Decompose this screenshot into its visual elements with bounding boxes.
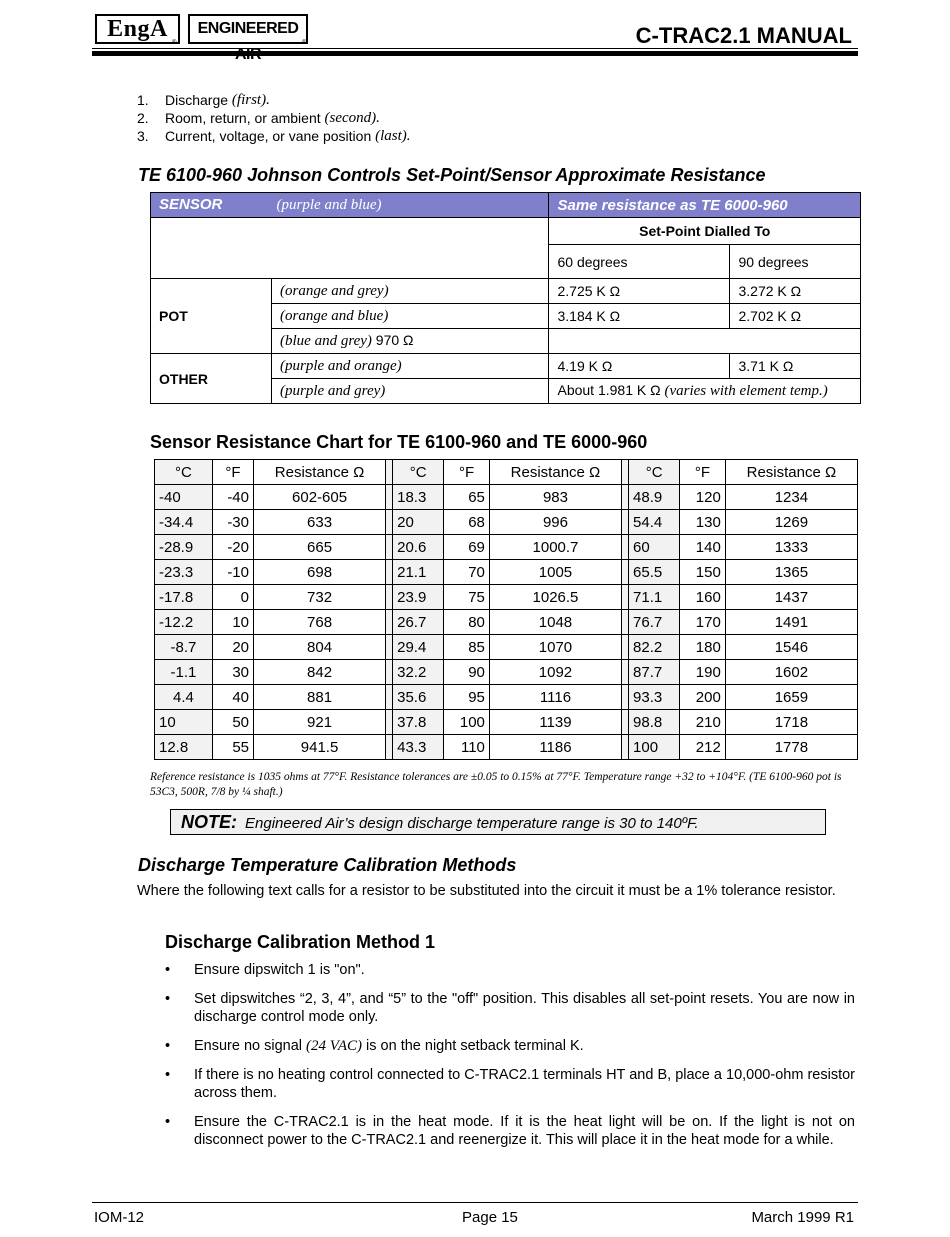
celsius-cell: 37.8 xyxy=(393,710,444,735)
resistance-cell: 1139 xyxy=(489,710,621,735)
resistance-cell: 1116 xyxy=(489,685,621,710)
list-item xyxy=(165,1037,855,1055)
footer-divider xyxy=(92,1202,858,1203)
fahrenheit-cell: 160 xyxy=(680,585,726,610)
list-number: 2. xyxy=(137,110,149,126)
table-row xyxy=(155,585,858,610)
resistance-value: About 1.981 K Ω xyxy=(557,382,665,398)
list-text: Ensure dipswitch 1 is "on". xyxy=(194,962,365,978)
column-header: °C xyxy=(393,460,444,485)
same-resistance-header: Same resistance as TE 6000-960 xyxy=(549,193,861,218)
resistance-cell: 1186 xyxy=(489,735,621,760)
resistance-cell: 941.5 xyxy=(254,735,386,760)
wire-colors: (orange and blue) xyxy=(272,304,549,329)
list-number: 1. xyxy=(137,92,149,108)
resistance-cell: 804 xyxy=(254,635,386,660)
chart-title: Sensor Resistance Chart for TE 6100-960 and TE 6000-960 xyxy=(150,432,648,452)
fahrenheit-cell: 68 xyxy=(444,510,490,535)
fahrenheit-cell: 10 xyxy=(212,610,253,635)
list-item xyxy=(165,1113,855,1149)
celsius-cell: 87.7 xyxy=(629,660,680,685)
resistance-cell: 732 xyxy=(254,585,386,610)
column-gap xyxy=(386,485,393,510)
celsius-cell: 54.4 xyxy=(629,510,680,535)
column-gap xyxy=(386,585,393,610)
celsius-cell: 48.9 xyxy=(629,485,680,510)
celsius-cell: 60 xyxy=(629,535,680,560)
list-note: (last). xyxy=(375,128,411,144)
bullet: • xyxy=(165,991,171,1007)
list-item xyxy=(165,1066,855,1102)
wire-colors-value xyxy=(272,329,549,354)
table-row xyxy=(155,510,858,535)
celsius-cell: 100 xyxy=(629,735,680,760)
celsius-cell: -17.8 xyxy=(155,585,213,610)
enga-logo: EngA xyxy=(95,14,180,44)
fahrenheit-cell: 0 xyxy=(212,585,253,610)
fahrenheit-cell: 120 xyxy=(680,485,726,510)
resistance-cell: 921 xyxy=(254,710,386,735)
fahrenheit-cell: -30 xyxy=(212,510,253,535)
bullet: • xyxy=(165,1067,171,1083)
celsius-cell: 93.3 xyxy=(629,685,680,710)
celsius-cell: 29.4 xyxy=(393,635,444,660)
fahrenheit-cell: 20 xyxy=(212,635,253,660)
resistance-cell: 1000.7 xyxy=(489,535,621,560)
section-title: TE 6100-960 Johnson Controls Set-Point/Sensor Approximate Resistance xyxy=(138,165,766,185)
list-number: 3. xyxy=(137,128,149,144)
resistance-cell: 842 xyxy=(254,660,386,685)
list-item xyxy=(137,91,411,109)
resistance-cell: 1026.5 xyxy=(489,585,621,610)
resistance-90: 3.272 K Ω xyxy=(730,279,861,304)
column-gap xyxy=(386,510,393,535)
celsius-cell: 71.1 xyxy=(629,585,680,610)
fahrenheit-cell: -10 xyxy=(212,560,253,585)
resistance-cell: 768 xyxy=(254,610,386,635)
column-gap xyxy=(622,685,629,710)
celsius-cell: 18.3 xyxy=(393,485,444,510)
list-item xyxy=(165,961,855,979)
wire-colors: (purple and grey) xyxy=(272,379,549,404)
list-item xyxy=(137,109,411,127)
fahrenheit-cell: 50 xyxy=(212,710,253,735)
fahrenheit-cell: 100 xyxy=(444,710,490,735)
table-row xyxy=(151,279,861,304)
empty-cell xyxy=(549,329,861,354)
resistance-60: 2.725 K Ω xyxy=(549,279,730,304)
celsius-cell: 65.5 xyxy=(629,560,680,585)
column-gap xyxy=(622,610,629,635)
fahrenheit-cell: 69 xyxy=(444,535,490,560)
text-part: Ensure no signal xyxy=(194,1038,307,1054)
celsius-cell: -23.3 xyxy=(155,560,213,585)
priority-list xyxy=(137,91,411,145)
fahrenheit-cell: 190 xyxy=(680,660,726,685)
section-title: Discharge Temperature Calibration Methods xyxy=(138,855,517,875)
fahrenheit-cell: 130 xyxy=(680,510,726,535)
document-code: IOM-12 xyxy=(94,1209,145,1226)
table-header-row xyxy=(155,460,858,485)
bullet: • xyxy=(165,1038,171,1054)
fahrenheit-cell: 85 xyxy=(444,635,490,660)
column-gap xyxy=(386,535,393,560)
table-row xyxy=(151,218,861,245)
column-gap xyxy=(622,460,629,485)
engineered-air-logo: ENGINEERED xyxy=(188,14,308,44)
column-gap xyxy=(622,485,629,510)
deg60-header: 60 degrees xyxy=(549,245,730,279)
sensor-header xyxy=(151,193,549,218)
resistance-cell: 1718 xyxy=(725,710,857,735)
column-header: °F xyxy=(212,460,253,485)
table-row xyxy=(155,635,858,660)
fahrenheit-cell: 140 xyxy=(680,535,726,560)
bullet: • xyxy=(165,1114,171,1130)
resistance-cell: 1092 xyxy=(489,660,621,685)
column-header: Resistance Ω xyxy=(489,460,621,485)
fahrenheit-cell: 200 xyxy=(680,685,726,710)
column-header: Resistance Ω xyxy=(254,460,386,485)
list-note: (first). xyxy=(231,92,270,108)
resistance-cell: 1778 xyxy=(725,735,857,760)
celsius-cell: -34.4 xyxy=(155,510,213,535)
celsius-cell: 26.7 xyxy=(393,610,444,635)
voltage-note: (24 VAC) xyxy=(306,1038,363,1054)
registered-mark: ® xyxy=(172,40,177,46)
fahrenheit-cell: 80 xyxy=(444,610,490,635)
celsius-cell: 76.7 xyxy=(629,610,680,635)
column-gap xyxy=(622,535,629,560)
column-gap xyxy=(622,660,629,685)
column-gap xyxy=(386,560,393,585)
resistance-cell: 665 xyxy=(254,535,386,560)
registered-mark: ® xyxy=(302,40,307,46)
table-row xyxy=(155,560,858,585)
fahrenheit-cell: 110 xyxy=(444,735,490,760)
celsius-cell: 43.3 xyxy=(393,735,444,760)
text-part: is on the night setback terminal K. xyxy=(362,1038,584,1054)
column-gap xyxy=(622,710,629,735)
celsius-cell: 23.9 xyxy=(393,585,444,610)
celsius-cell: 4.4 xyxy=(155,685,213,710)
column-gap xyxy=(622,635,629,660)
column-header: °C xyxy=(629,460,680,485)
resistance-cell: 602-605 xyxy=(254,485,386,510)
setpoint-resistance-table xyxy=(150,192,861,404)
deg90-header: 90 degrees xyxy=(730,245,861,279)
celsius-cell: 10 xyxy=(155,710,213,735)
list-item xyxy=(137,127,411,145)
note-label: NOTE: xyxy=(181,812,237,832)
list-text: If there is no heating control connected to C-TRAC2.1 terminals HT and B, place a 10,000-ohm resistor across them. xyxy=(194,1067,855,1101)
sensor-colors: (purple and blue) xyxy=(276,197,382,213)
celsius-cell: 20.6 xyxy=(393,535,444,560)
table-row xyxy=(155,535,858,560)
column-header: °F xyxy=(444,460,490,485)
fahrenheit-cell: 30 xyxy=(212,660,253,685)
header-divider xyxy=(92,51,858,56)
column-gap xyxy=(386,735,393,760)
column-gap xyxy=(386,460,393,485)
resistance-cell: 1602 xyxy=(725,660,857,685)
list-text: Current, voltage, or vane position xyxy=(165,128,372,144)
fahrenheit-cell: 40 xyxy=(212,685,253,710)
list-text: Ensure the C-TRAC2.1 is in the heat mode. If it is the heat light will be on. If the light is not on disconnect power to the C-TRAC2.1 and reenergize it. This will place it in the heat mode for a while. xyxy=(194,1114,855,1148)
table-row xyxy=(155,710,858,735)
note-box xyxy=(170,809,826,835)
column-gap xyxy=(622,510,629,535)
resistance-cell: 633 xyxy=(254,510,386,535)
resistance-60: 4.19 K Ω xyxy=(549,354,730,379)
fahrenheit-cell: 212 xyxy=(680,735,726,760)
pot-label: POT xyxy=(151,279,272,354)
resistance-cell: 996 xyxy=(489,510,621,535)
fahrenheit-cell: 90 xyxy=(444,660,490,685)
subsection-title: Discharge Calibration Method 1 xyxy=(165,932,436,952)
wire-colors: (purple and orange) xyxy=(272,354,549,379)
resistance-cell: 1546 xyxy=(725,635,857,660)
celsius-cell: -1.1 xyxy=(155,660,213,685)
procedure-list xyxy=(165,961,855,1160)
bullet: • xyxy=(165,962,171,978)
dialled-to-header: Set-Point Dialled To xyxy=(549,218,861,245)
sensor-label: SENSOR xyxy=(159,196,223,213)
list-text xyxy=(194,1037,584,1055)
fahrenheit-cell: 180 xyxy=(680,635,726,660)
celsius-cell: 98.8 xyxy=(629,710,680,735)
fahrenheit-cell: -20 xyxy=(212,535,253,560)
revision-date: March 1999 R1 xyxy=(751,1209,854,1226)
reference-note: Reference resistance is 1035 ohms at 77°F. Resistance tolerances are ±0.05 to 0.15% at 77°F. Temperature range +32 to +104°F. (TE 6100-960 pot is 53C3, 500R, 7/8 by ¼ shaft.) xyxy=(150,771,842,798)
sensor-resistance-table xyxy=(154,459,858,760)
fahrenheit-cell: 70 xyxy=(444,560,490,585)
celsius-cell: -28.9 xyxy=(155,535,213,560)
celsius-cell: 12.8 xyxy=(155,735,213,760)
celsius-cell: 35.6 xyxy=(393,685,444,710)
fahrenheit-cell: 150 xyxy=(680,560,726,585)
resistance-cell: 1437 xyxy=(725,585,857,610)
fahrenheit-cell: -40 xyxy=(212,485,253,510)
list-text: Room, return, or ambient xyxy=(165,110,321,126)
table-row xyxy=(151,193,861,218)
table-row xyxy=(155,735,858,760)
wire-colors: (blue and grey) xyxy=(280,333,372,349)
empty-cell xyxy=(151,218,549,279)
column-header: Resistance Ω xyxy=(725,460,857,485)
table-row xyxy=(155,685,858,710)
resistance-cell: 698 xyxy=(254,560,386,585)
celsius-cell: 20 xyxy=(393,510,444,535)
fahrenheit-cell: 65 xyxy=(444,485,490,510)
resistance-cell: 1491 xyxy=(725,610,857,635)
table-row xyxy=(151,354,861,379)
column-gap xyxy=(622,585,629,610)
table-row xyxy=(155,610,858,635)
column-gap xyxy=(386,710,393,735)
resistance-note: (varies with element temp.) xyxy=(664,383,828,399)
column-gap xyxy=(386,635,393,660)
list-item xyxy=(165,990,855,1026)
list-text: Set dipswitches “2, 3, 4”, and “5” to the "off" position. This disables all set-point resets. You are now in discharge control mode only. xyxy=(194,991,855,1025)
resistance-cell: 1048 xyxy=(489,610,621,635)
resistance-cell: 1659 xyxy=(725,685,857,710)
fahrenheit-cell: 170 xyxy=(680,610,726,635)
list-note: (second). xyxy=(324,110,380,126)
resistance-cell: 1365 xyxy=(725,560,857,585)
column-gap xyxy=(622,560,629,585)
fahrenheit-cell: 55 xyxy=(212,735,253,760)
fahrenheit-cell: 75 xyxy=(444,585,490,610)
column-gap xyxy=(622,735,629,760)
resistance-value-cell xyxy=(549,379,861,404)
column-gap xyxy=(386,660,393,685)
column-header: °C xyxy=(155,460,213,485)
resistance-60: 3.184 K Ω xyxy=(549,304,730,329)
celsius-cell: 82.2 xyxy=(629,635,680,660)
resistance-cell: 1333 xyxy=(725,535,857,560)
resistance-cell: 1005 xyxy=(489,560,621,585)
fahrenheit-cell: 95 xyxy=(444,685,490,710)
resistance-cell: 1070 xyxy=(489,635,621,660)
resistance-90: 3.71 K Ω xyxy=(730,354,861,379)
celsius-cell: -8.7 xyxy=(155,635,213,660)
page-number: Page 15 xyxy=(462,1209,518,1226)
section-text: Where the following text calls for a resistor to be substituted into the circuit it must be a 1% tolerance resistor. xyxy=(137,883,836,899)
celsius-cell: 21.1 xyxy=(393,560,444,585)
note-text: Engineered Air’s design discharge temperature range is 30 to 140ºF. xyxy=(245,815,699,832)
column-gap xyxy=(386,685,393,710)
resistance-90: 2.702 K Ω xyxy=(730,304,861,329)
resistance-cell: 881 xyxy=(254,685,386,710)
wire-colors: (orange and grey) xyxy=(272,279,549,304)
column-gap xyxy=(386,610,393,635)
fahrenheit-cell: 210 xyxy=(680,710,726,735)
resistance-value: 970 Ω xyxy=(371,332,414,348)
table-row xyxy=(155,485,858,510)
column-header: °F xyxy=(680,460,726,485)
manual-title: C-TRAC2.1 MANUAL xyxy=(635,23,852,48)
header-divider xyxy=(92,48,858,49)
list-text: Discharge xyxy=(165,92,229,108)
other-label: OTHER xyxy=(151,354,272,404)
celsius-cell: -12.2 xyxy=(155,610,213,635)
resistance-cell: 1234 xyxy=(725,485,857,510)
resistance-cell: 983 xyxy=(489,485,621,510)
celsius-cell: -40 xyxy=(155,485,213,510)
table-row xyxy=(155,660,858,685)
resistance-cell: 1269 xyxy=(725,510,857,535)
celsius-cell: 32.2 xyxy=(393,660,444,685)
